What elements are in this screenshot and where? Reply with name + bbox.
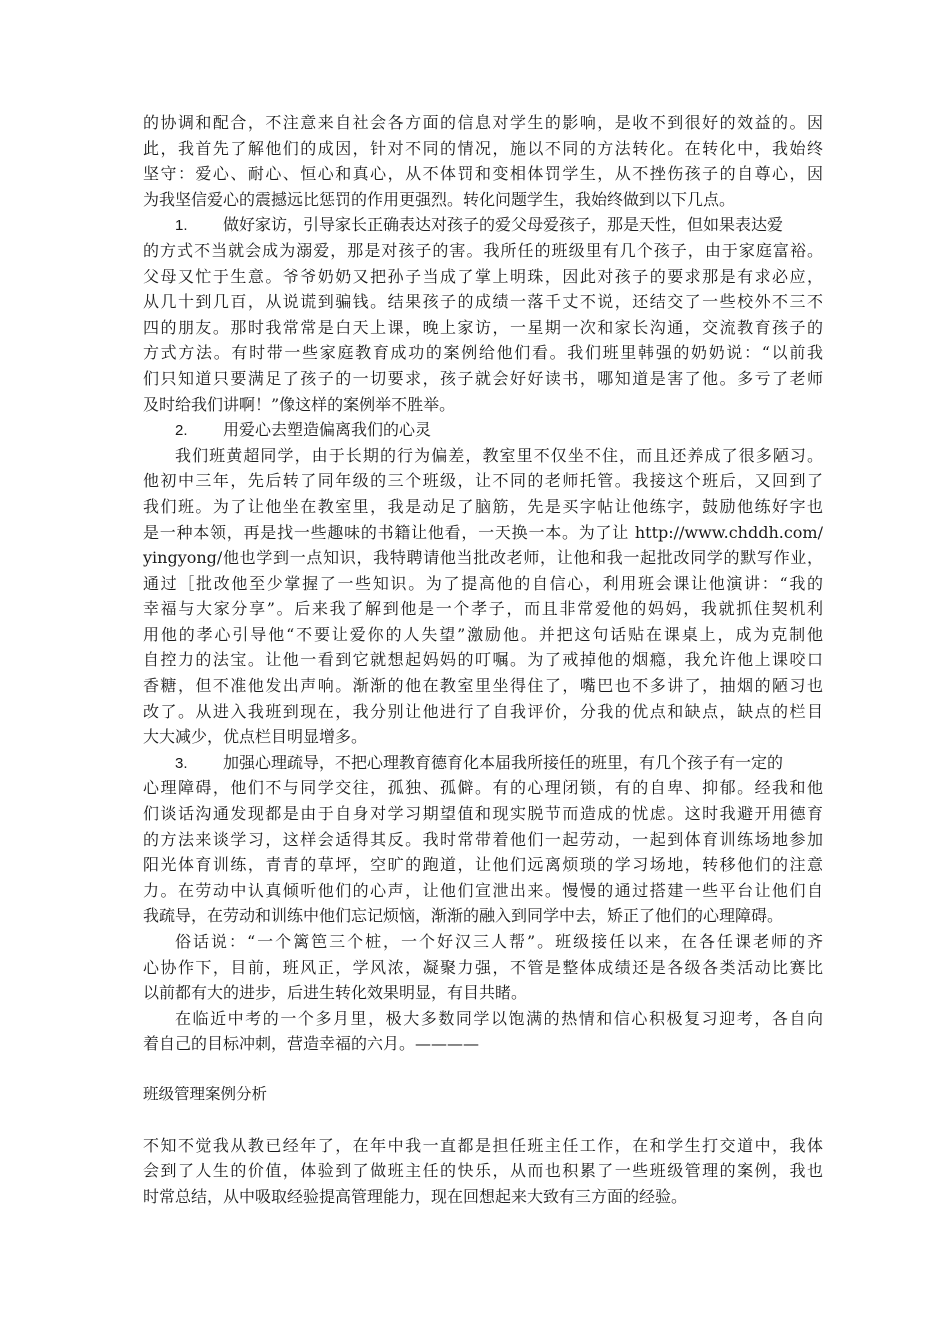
text-line: yingyong/他也学到一点知识，我特聘请他当批改老师，让他和我一起批改同学的默写作业， [143,548,823,568]
text-line: 方式方法。有时带一些家庭教育成功的案例给他们看。我们班里韩强的奶奶说：“以前我 [143,343,823,363]
text-line: 在临近中考的一个多月里，极大多数同学以饱满的热情和信心积极复习迎考，各自向 [175,1008,823,1028]
text-line: 们谈话沟通发现都是由于自身对学习期望值和现实脱节而造成的忧虑。这时我避开用德育 [143,804,823,824]
text-line: 的方式不当就会成为溺爱，那是对孩子的害。我所任的班级里有几个孩子，由于家庭富裕。 [143,240,823,260]
text-line: 时常总结，从中吸取经验提高管理能力，现在回想起来大致有三方面的经验。 [143,1186,688,1206]
text-line: 的方法来谈学习，这样会适得其反。我时常带着他们一起劳动，一起到体育训练场地参加 [143,829,823,849]
list-number: 2. [175,422,188,440]
text-line: 不知不觉我从教已经年了，在年中我一直都是担任班主任工作，在和学生打交道中，我体 [143,1135,823,1155]
text-line: 香糖，但不准他发出声响。渐渐的他在教室里坐得住了，嘴巴也不多讲了，抽烟的陋习也 [143,676,823,696]
list-number: 1. [175,217,188,235]
list-item-2 [143,417,823,750]
text-line: 自控力的法宝。让他一看到它就想起妈妈的叮嘱。为了戒掉他的烟瘾，我允许他上课咬口 [143,650,823,670]
text-line: 着自己的目标冲刺，营造幸福的六月。———— [143,1034,480,1054]
text-line: 此，我首先了解他们的成因，针对不同的情况，施以不同的方法转化。在转化中，我始终 [143,138,823,158]
proverb-paragraph [143,929,823,1006]
list-item-first-line [143,212,823,238]
text-line: 通过［批改他至少掌握了一些知识。为了提高他的自信心，利用班会课让他演讲：“我的 [143,573,823,593]
spacer [143,1057,823,1082]
spacer [143,1108,823,1133]
text-line: 阳光体育训练，青青的草坪，空旷的跑道，让他们远离烦琐的学习场地，转移他们的注意 [143,855,823,875]
intro-paragraph [143,110,823,212]
list-item-text: 做好家访，引导家长正确表达对孩子的爱父母爱孩子，那是天性，但如果表达爱 [223,215,784,235]
text-line: 及时给我们讲啊！”像这样的案例举不胜举。 [143,394,456,414]
text-line: 幸福与大家分享”。后来我了解到他是一个孝子，而且非常爱他的妈妈，我就抓住契机利 [143,599,823,619]
text-line: 父母又忙于生意。爷爷奶奶又把孙子当成了掌上明珠，因此对孩子的要求那是有求必应， [143,266,823,286]
text-line: 心理障碍，他们不与同学交往，孤独、孤僻。有的心理闭锁，有的自卑、抑郁。经我和他 [143,778,823,798]
list-item-1 [143,212,823,417]
text-line: 我们班。为了让他坐在教室里，我是动足了脑筋，先是买字帖让他练字，鼓励他练好字也 [143,496,823,516]
text-line: 是一种本领，再是找一些趣味的书籍让他看，一天换一本。为了让 http://www.chddh.com/ [143,522,823,542]
text-line: 改了。从进入我班到现在，我分别让他进行了自我评价，分我的优点和缺点，缺点的栏目 [143,701,823,721]
text-line: 他初中三年，先后转了同年级的三个班级，让不同的老师托管。我接这个班后，又回到了 [143,471,823,491]
list-number: 3. [175,754,188,772]
text-line: 从几十到几百，从说谎到骗钱。结果孩子的成绩一落千丈不说，还结交了一些校外不三不 [143,292,823,312]
list-item-text: 加强心理疏导，不把心理教育德育化本届我所接任的班里，有几个孩子有一定的 [223,752,784,772]
section-title: 班级管理案例分析 [143,1084,268,1103]
text-line: 四的朋友。那时我常常是白天上课，晚上家访，一星期一次和家长沟通，交流教育孩子的 [143,317,823,337]
text-line: 心协作下，目前，班风正，学风浓，凝聚力强，不管是整体成绩还是各级各类活动比赛比 [143,957,823,977]
text-line: 我疏导，在劳动和训练中他们忘记烦恼，渐渐的融入到同学中去，矫正了他们的心理障碍。 [143,906,784,926]
section-paragraph [143,1133,823,1210]
text-line: 我们班黄超同学，由于长期的行为偏差，教室里不仅坐不住，而且还养成了很多陋习。 [175,445,823,465]
text-line: 以前都有大的进步，后进生转化效果明显，有目共睹。 [143,983,528,1003]
text-line: 用他的孝心引导他“不要让爱你的人失望”激励他。并把这句话贴在课桌上，成为克制他 [143,624,823,644]
text-line: 的协调和配合，不注意来自社会各方面的信息对学生的影响，是收不到很好的效益的。因 [143,113,823,132]
text-line: 们只知道只要满足了孩子的一切要求，孩子就会好好读书，哪知道是害了他。多亏了老师 [143,368,823,388]
text-line: 会到了人生的价值，体验到了做班主任的快乐，从而也积累了一些班级管理的案例，我也 [143,1161,823,1181]
exam-paragraph [143,1006,823,1057]
list-item-title: 用爱心去塑造偏离我们的心灵 [223,420,432,440]
text-line: 坚守：爱心、耐心、恒心和真心，从不体罚和变相体罚学生，从不挫伤孩子的自尊心，因 [143,164,823,184]
text-line: 力。在劳动中认真倾听他们的心声，让他们宣泄出来。慢慢的通过搭建一些平台让他们自 [143,880,823,900]
text-line: 为我坚信爱心的震撼远比惩罚的作用更强烈。转化问题学生，我始终做到以下几点。 [143,189,736,209]
text-line: 大大减少，优点栏目明显增多。 [143,727,368,747]
text-line: 俗话说：“一个篱笆三个桩，一个好汉三人帮”。班级接任以来，在各任课老师的齐 [175,932,823,951]
document-body [143,110,823,1209]
list-item-3 [143,750,823,929]
list-item-heading [143,417,823,443]
list-item-first-line [143,750,823,776]
